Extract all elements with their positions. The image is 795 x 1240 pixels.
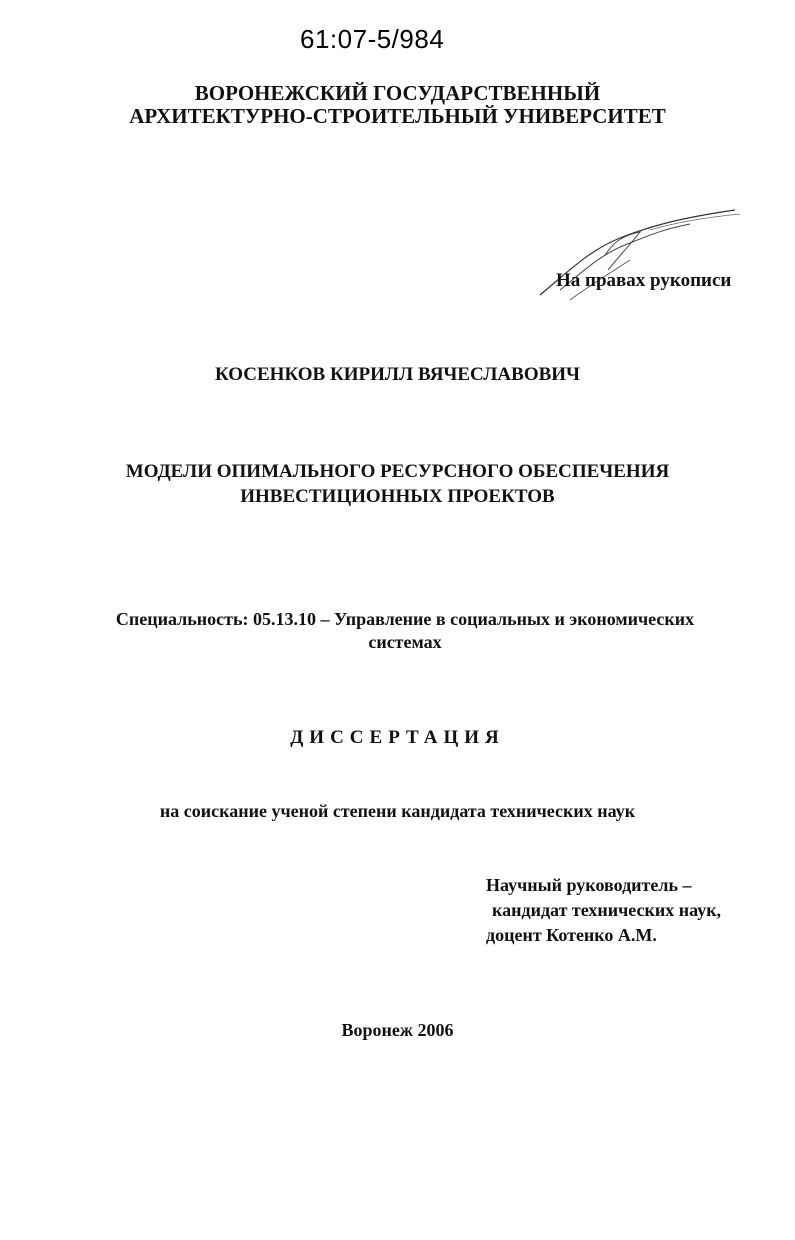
city-year: Воронеж 2006 [341,1020,454,1040]
specialty-line2: системах [368,632,442,652]
specialty-line1: Специальность: 05.13.10 – Управление в социальных и экономических [115,609,695,629]
dissertation-title-line1: МОДЕЛИ ОПИМАЛЬНОГО РЕСУРСНОГО ОБЕСПЕЧЕНИЯ [125,461,670,482]
document-type: ДИССЕРТАЦИЯ [290,727,505,748]
supervisor-line2: кандидат технических наук, [492,900,722,920]
supervisor-line3: доцент Котенко А.М. [486,925,657,945]
university-name-line2: АРХИТЕКТУРНО-СТРОИТЕЛЬНЫЙ УНИВЕРСИТЕТ [129,104,666,128]
dissertation-title-line2: ИНВЕСТИЦИОННЫХ ПРОЕКТОВ [240,486,555,507]
dissertation-title [0,459,795,509]
specialty [60,608,750,654]
university-name-line1: ВОРОНЕЖСКИЙ ГОСУДАРСТВЕННЫЙ [194,81,601,105]
handwritten-signature [530,200,750,310]
supervisor [486,873,776,948]
supervisor-line1: Научный руководитель – [486,875,692,895]
catalog-number: 61:07-5/984 [300,24,445,54]
degree-line: на соискание ученой степени кандидата технических наук [159,801,636,821]
author-name: КОСЕНКОВ КИРИЛЛ ВЯЧЕСЛАВОВИЧ [214,364,581,385]
manuscript-note: На правах рукописи [556,270,732,291]
university-name [0,82,795,128]
